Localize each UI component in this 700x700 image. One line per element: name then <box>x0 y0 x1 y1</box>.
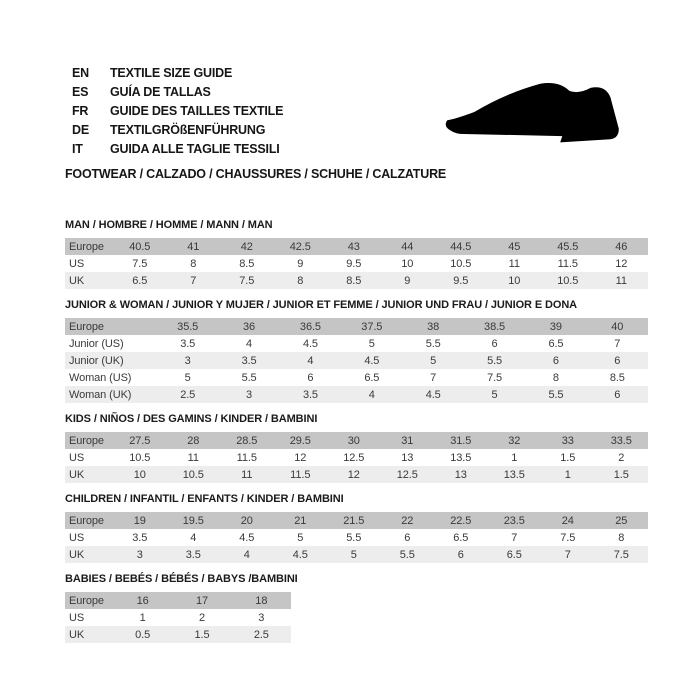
row-label: Europe <box>69 514 104 527</box>
size-cell: 45.5 <box>557 240 579 253</box>
size-section-junior-woman <box>65 299 648 403</box>
size-cell: 37.5 <box>361 320 383 333</box>
size-cell: 11 <box>508 257 520 270</box>
size-cell: 40.5 <box>129 240 151 253</box>
size-cell: 10 <box>508 274 521 287</box>
size-cell: 10 <box>133 468 146 481</box>
size-cell: 33.5 <box>610 434 632 447</box>
size-section-man <box>65 219 648 289</box>
size-cell: 7.5 <box>560 531 576 544</box>
size-cell: 4 <box>243 548 250 561</box>
size-cell: 7.5 <box>487 371 503 384</box>
size-cell: 40 <box>611 320 624 333</box>
size-table-junior-woman <box>65 318 648 403</box>
size-cell: 29.5 <box>289 434 311 447</box>
size-tables <box>65 219 648 643</box>
size-cell: 2 <box>198 611 205 624</box>
size-cell: 6 <box>552 354 559 367</box>
row-label: Woman (UK) <box>69 388 132 401</box>
size-cell: 8.5 <box>239 257 255 270</box>
dress-shoe-icon <box>445 80 623 144</box>
size-row <box>65 512 648 529</box>
size-cell: 45 <box>508 240 521 253</box>
size-section-title: MAN / HOMBRE / HOMME / MANN / MAN <box>65 219 273 231</box>
size-cell: 7 <box>564 548 571 561</box>
size-cell: 5.5 <box>487 354 503 367</box>
size-cell: 41 <box>187 240 200 253</box>
size-cell: 5 <box>491 388 498 401</box>
size-cell: 4.5 <box>302 337 318 350</box>
size-cell: 6 <box>307 371 314 384</box>
size-row <box>65 238 648 255</box>
size-cell: 8 <box>618 531 625 544</box>
size-cell: 30 <box>347 434 360 447</box>
row-label: Junior (UK) <box>69 354 124 367</box>
size-cell: 22.5 <box>450 514 472 527</box>
row-label: UK <box>69 274 85 287</box>
size-row <box>65 626 291 643</box>
size-cell: 7 <box>430 371 437 384</box>
size-cell: 35.5 <box>177 320 199 333</box>
size-cell: 3.5 <box>180 337 196 350</box>
size-cell: 1.5 <box>194 628 210 641</box>
size-cell: 10 <box>401 257 414 270</box>
size-cell: 4.5 <box>425 388 441 401</box>
size-row <box>65 466 648 483</box>
size-row <box>65 386 648 403</box>
size-cell: 4.5 <box>239 531 255 544</box>
language-code: EN <box>72 66 89 80</box>
size-cell: 6.5 <box>364 371 380 384</box>
size-table-man <box>65 238 648 289</box>
size-cell: 24 <box>561 514 574 527</box>
size-cell: 4 <box>190 531 197 544</box>
size-cell: 19 <box>133 514 146 527</box>
size-cell: 1 <box>139 611 146 624</box>
language-label: GUIDE DES TAILLES TEXTILE <box>110 104 284 118</box>
language-code: FR <box>72 104 89 118</box>
size-cell: 18 <box>255 594 268 607</box>
size-cell: 21 <box>294 514 307 527</box>
size-cell: 13 <box>401 451 414 464</box>
size-cell: 5.5 <box>399 548 415 561</box>
size-cell: 10.5 <box>182 468 204 481</box>
size-cell: 46 <box>615 240 628 253</box>
language-label: TEXTILGRÖßENFÜHRUNG <box>110 123 266 137</box>
size-cell: 3 <box>136 548 143 561</box>
size-cell: 3 <box>246 388 253 401</box>
size-cell: 5.5 <box>548 388 564 401</box>
size-cell: 12 <box>294 451 307 464</box>
size-cell: 10.5 <box>129 451 151 464</box>
size-cell: 9 <box>297 257 304 270</box>
size-cell: 6.5 <box>548 337 564 350</box>
size-cell: 17 <box>195 594 209 607</box>
size-cell: 5 <box>184 371 191 384</box>
size-cell: 3 <box>184 354 191 367</box>
size-cell: 6 <box>491 337 498 350</box>
size-row <box>65 335 648 352</box>
size-cell: 5.5 <box>241 371 257 384</box>
row-label: US <box>69 611 85 624</box>
size-row <box>65 449 648 466</box>
size-cell: 7 <box>511 531 518 544</box>
size-row <box>65 609 291 626</box>
size-cell: 6 <box>457 548 464 561</box>
size-section-babies <box>65 573 648 643</box>
size-cell: 6.5 <box>453 531 469 544</box>
size-cell: 5 <box>430 354 437 367</box>
size-cell: 9 <box>404 274 411 287</box>
size-cell: 2 <box>618 451 625 464</box>
size-row <box>65 318 648 335</box>
row-label: Europe <box>69 594 104 607</box>
size-cell: 4.5 <box>292 548 308 561</box>
size-cell: 8.5 <box>609 371 625 384</box>
size-cell: 13.5 <box>503 468 525 481</box>
size-cell: 11 <box>187 451 199 464</box>
size-cell: 27.5 <box>129 434 151 447</box>
size-cell: 36 <box>243 320 256 333</box>
row-label: Europe <box>69 434 104 447</box>
size-cell: 13.5 <box>450 451 472 464</box>
row-label: US <box>69 257 85 270</box>
size-cell: 4 <box>368 388 375 401</box>
size-row <box>65 529 648 546</box>
row-label: US <box>69 531 85 544</box>
size-cell: 7.5 <box>613 548 629 561</box>
size-cell: 21.5 <box>343 514 365 527</box>
row-label: UK <box>69 628 85 641</box>
size-cell: 28.5 <box>236 434 258 447</box>
size-cell: 6.5 <box>506 548 522 561</box>
size-cell: 22 <box>401 514 414 527</box>
size-row <box>65 352 648 369</box>
size-cell: 1 <box>564 468 571 481</box>
size-table-babies <box>65 592 291 643</box>
size-section-title: BABIES / BEBÉS / BÉBÉS / BABYS /BAMBINI <box>65 573 298 585</box>
size-row <box>65 546 648 563</box>
size-cell: 44 <box>401 240 414 253</box>
size-cell: 5.5 <box>346 531 362 544</box>
size-cell: 31.5 <box>450 434 472 447</box>
size-cell: 6 <box>404 531 411 544</box>
size-cell: 23.5 <box>503 514 525 527</box>
size-cell: 44.5 <box>450 240 472 253</box>
size-row <box>65 369 648 386</box>
size-cell: 31 <box>401 434 414 447</box>
size-cell: 0.5 <box>135 628 151 641</box>
size-cell: 7.5 <box>132 257 148 270</box>
size-cell: 2.5 <box>180 388 196 401</box>
size-cell: 1.5 <box>560 451 576 464</box>
size-cell: 4 <box>307 354 314 367</box>
size-cell: 5.5 <box>425 337 441 350</box>
size-cell: 1 <box>511 451 518 464</box>
size-cell: 12.5 <box>343 451 365 464</box>
row-label: UK <box>69 468 85 481</box>
size-section-kids <box>65 413 648 483</box>
size-cell: 12 <box>615 257 628 270</box>
size-section-children <box>65 493 648 563</box>
size-cell: 5 <box>297 531 304 544</box>
size-cell: 12.5 <box>396 468 418 481</box>
size-cell: 3.5 <box>241 354 257 367</box>
size-cell: 5 <box>368 337 375 350</box>
size-cell: 32 <box>508 434 521 447</box>
size-cell: 9.5 <box>346 257 362 270</box>
size-cell: 8.5 <box>346 274 362 287</box>
size-cell: 3.5 <box>302 388 318 401</box>
size-cell: 11 <box>241 468 253 481</box>
size-cell: 11 <box>615 274 627 287</box>
size-cell: 8 <box>552 371 559 384</box>
size-cell: 6.5 <box>132 274 148 287</box>
size-section-title: JUNIOR & WOMAN / JUNIOR Y MUJER / JUNIOR ET FEMME / JUNIOR UND FRAU / JUNIOR E DONA <box>65 299 578 311</box>
size-cell: 36.5 <box>299 320 321 333</box>
language-code: IT <box>72 142 83 156</box>
row-label: Junior (US) <box>69 337 124 350</box>
size-cell: 28 <box>187 434 200 447</box>
row-label: Europe <box>69 320 104 333</box>
size-cell: 3 <box>258 611 265 624</box>
size-cell: 13 <box>454 468 467 481</box>
size-cell: 38 <box>427 320 440 333</box>
size-cell: 4.5 <box>364 354 380 367</box>
size-cell: 42.5 <box>289 240 311 253</box>
size-cell: 43 <box>347 240 360 253</box>
category-title: FOOTWEAR / CALZADO / CHAUSSURES / SCHUHE / CALZATURE <box>65 167 447 181</box>
size-table-children <box>65 512 648 563</box>
size-cell: 7 <box>614 337 621 350</box>
size-cell: 10.5 <box>450 257 472 270</box>
size-cell: 42 <box>240 240 253 253</box>
size-cell: 16 <box>136 594 149 607</box>
size-cell: 3.5 <box>132 531 148 544</box>
size-cell: 7.5 <box>239 274 255 287</box>
size-row <box>65 255 648 272</box>
row-label: US <box>69 451 85 464</box>
size-cell: 2.5 <box>253 628 269 641</box>
size-cell: 3.5 <box>185 548 201 561</box>
size-cell: 1.5 <box>613 468 629 481</box>
size-row <box>65 432 648 449</box>
size-cell: 20 <box>240 514 253 527</box>
size-cell: 12 <box>347 468 360 481</box>
row-label: Woman (US) <box>69 371 132 384</box>
size-cell: 8 <box>297 274 304 287</box>
size-cell: 6 <box>614 388 621 401</box>
size-cell: 11.5 <box>236 451 257 464</box>
size-row <box>65 592 291 609</box>
size-cell: 19.5 <box>182 514 204 527</box>
size-cell: 9.5 <box>453 274 469 287</box>
size-cell: 4 <box>246 337 253 350</box>
row-label: UK <box>69 548 85 561</box>
language-label: GUIDA ALLE TAGLIE TESSILI <box>110 142 280 156</box>
size-cell: 11.5 <box>557 257 578 270</box>
size-cell: 6 <box>614 354 621 367</box>
size-section-title: KIDS / NIÑOS / DES GAMINS / KINDER / BAMBINI <box>65 413 318 425</box>
size-cell: 8 <box>190 257 197 270</box>
size-cell: 10.5 <box>557 274 579 287</box>
size-cell: 38.5 <box>484 320 506 333</box>
row-label: Europe <box>69 240 104 253</box>
size-cell: 5 <box>350 548 357 561</box>
language-code: ES <box>72 85 89 99</box>
language-label: TEXTILE SIZE GUIDE <box>110 66 233 80</box>
language-code: DE <box>72 123 89 137</box>
size-table-kids <box>65 432 648 483</box>
size-cell: 25 <box>615 514 628 527</box>
language-label: GUÍA DE TALLAS <box>110 85 211 99</box>
size-cell: 39 <box>549 320 562 333</box>
size-cell: 11.5 <box>290 468 311 481</box>
size-cell: 7 <box>190 274 197 287</box>
size-cell: 33 <box>561 434 574 447</box>
size-row <box>65 272 648 289</box>
size-section-title: CHILDREN / INFANTIL / ENFANTS / KINDER / BAMBINI <box>65 493 344 505</box>
